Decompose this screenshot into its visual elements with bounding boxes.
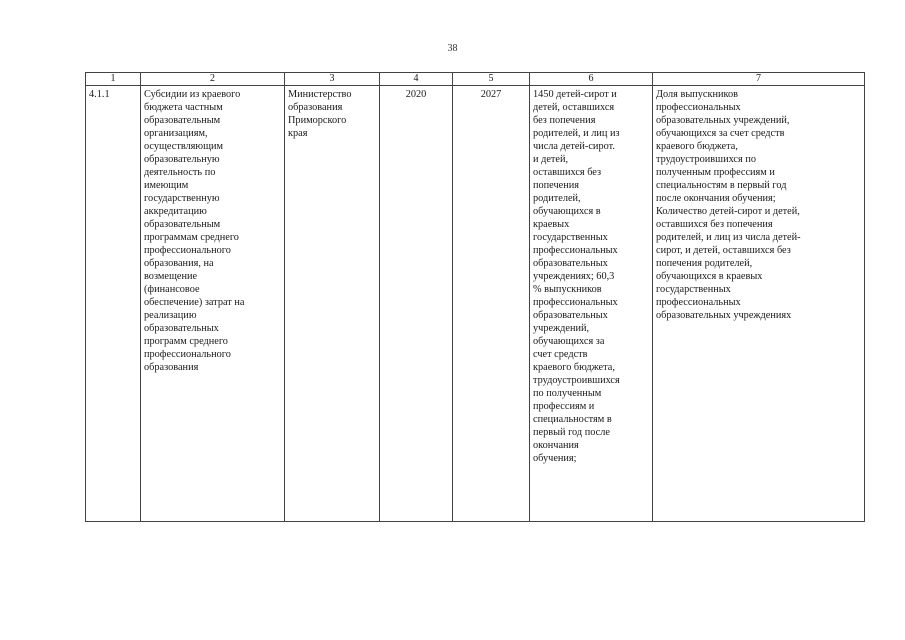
column-header-1: 1 <box>86 73 141 86</box>
page-number: 38 <box>447 43 458 54</box>
cell-code: 4.1.1 <box>86 86 141 522</box>
header-row <box>86 73 865 86</box>
column-header-5: 5 <box>453 73 530 86</box>
measures-table <box>85 72 865 522</box>
column-header-2: 2 <box>141 73 285 86</box>
column-header-3: 3 <box>285 73 380 86</box>
cell-description: Субсидии из краевого бюджета частным образовательным организациям, осуществляющим образовательную деятельность по имеющим государственную аккредитацию образовательным программам среднего профессионального образования, на возмещение (финансовое обеспечение) затрат на реализацию образовательных программ среднего профессионального образования <box>141 86 285 522</box>
cell-indicators: Доля выпускников профессиональных образовательных учреждений, обучающихся за счет средств краевого бюджета, трудоустроившихся по полученным профессиям и специальностям в первый год после окончания обучения; Количество детей-сирот и детей, оставшихся без попечения родителей, и лиц из числа детей- сирот, и детей, оставшихся без попечения родителей, обучающихся в краевых государственных профессиональных образовательных учреждениях <box>653 86 865 522</box>
column-header-7: 7 <box>653 73 865 86</box>
column-header-6: 6 <box>530 73 653 86</box>
cell-end-year: 2027 <box>453 86 530 522</box>
cell-start-year: 2020 <box>380 86 453 522</box>
cell-executor: Министерство образования Приморского края <box>285 86 380 522</box>
table-row <box>86 86 865 522</box>
cell-result: 1450 детей-сирот и детей, оставшихся без попечения родителей, и лиц из числа детей-сирот. и детей, оставшихся без попечения родителей, обучающихся в краевых государственных профессиональных образовательных учреждениях; 60,3 % выпускников профессиональных образовательных учреждений, обучающихся за счет средств краевого бюджета, трудоустроившихся по полученным профессиям и специальностям в первый год после окончания обучения; <box>530 86 653 522</box>
column-header-4: 4 <box>380 73 453 86</box>
